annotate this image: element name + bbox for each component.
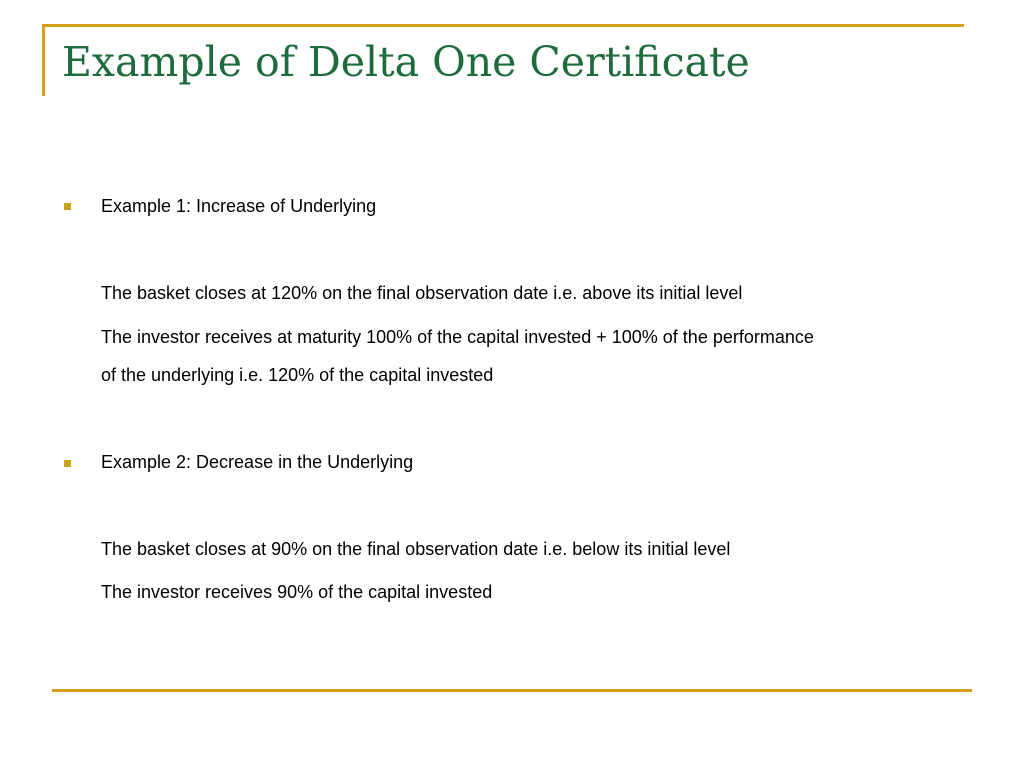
slide-title: Example of Delta One Certificate (62, 38, 750, 86)
example-2-line-1: The basket closes at 90% on the final observation date i.e. below its initial level (101, 539, 731, 559)
bullet-marker-icon (64, 460, 71, 467)
example-2-heading: Example 2: Decrease in the Underlying (101, 452, 414, 472)
example-1-line-3: of the underlying i.e. 120% of the capital invested (101, 365, 494, 385)
example-1-line-1: The basket closes at 120% on the final observation date i.e. above its initial level (101, 283, 743, 303)
left-accent-rule (42, 24, 45, 96)
example-2-line-2: The investor receives 90% of the capital invested (101, 582, 493, 602)
top-accent-rule (42, 24, 964, 27)
bottom-accent-rule (52, 689, 972, 692)
bullet-marker-icon (64, 203, 71, 210)
example-1-heading: Example 1: Increase of Underlying (101, 196, 377, 216)
example-1-line-2: The investor receives at maturity 100% of the capital invested + 100% of the performance (101, 327, 814, 347)
